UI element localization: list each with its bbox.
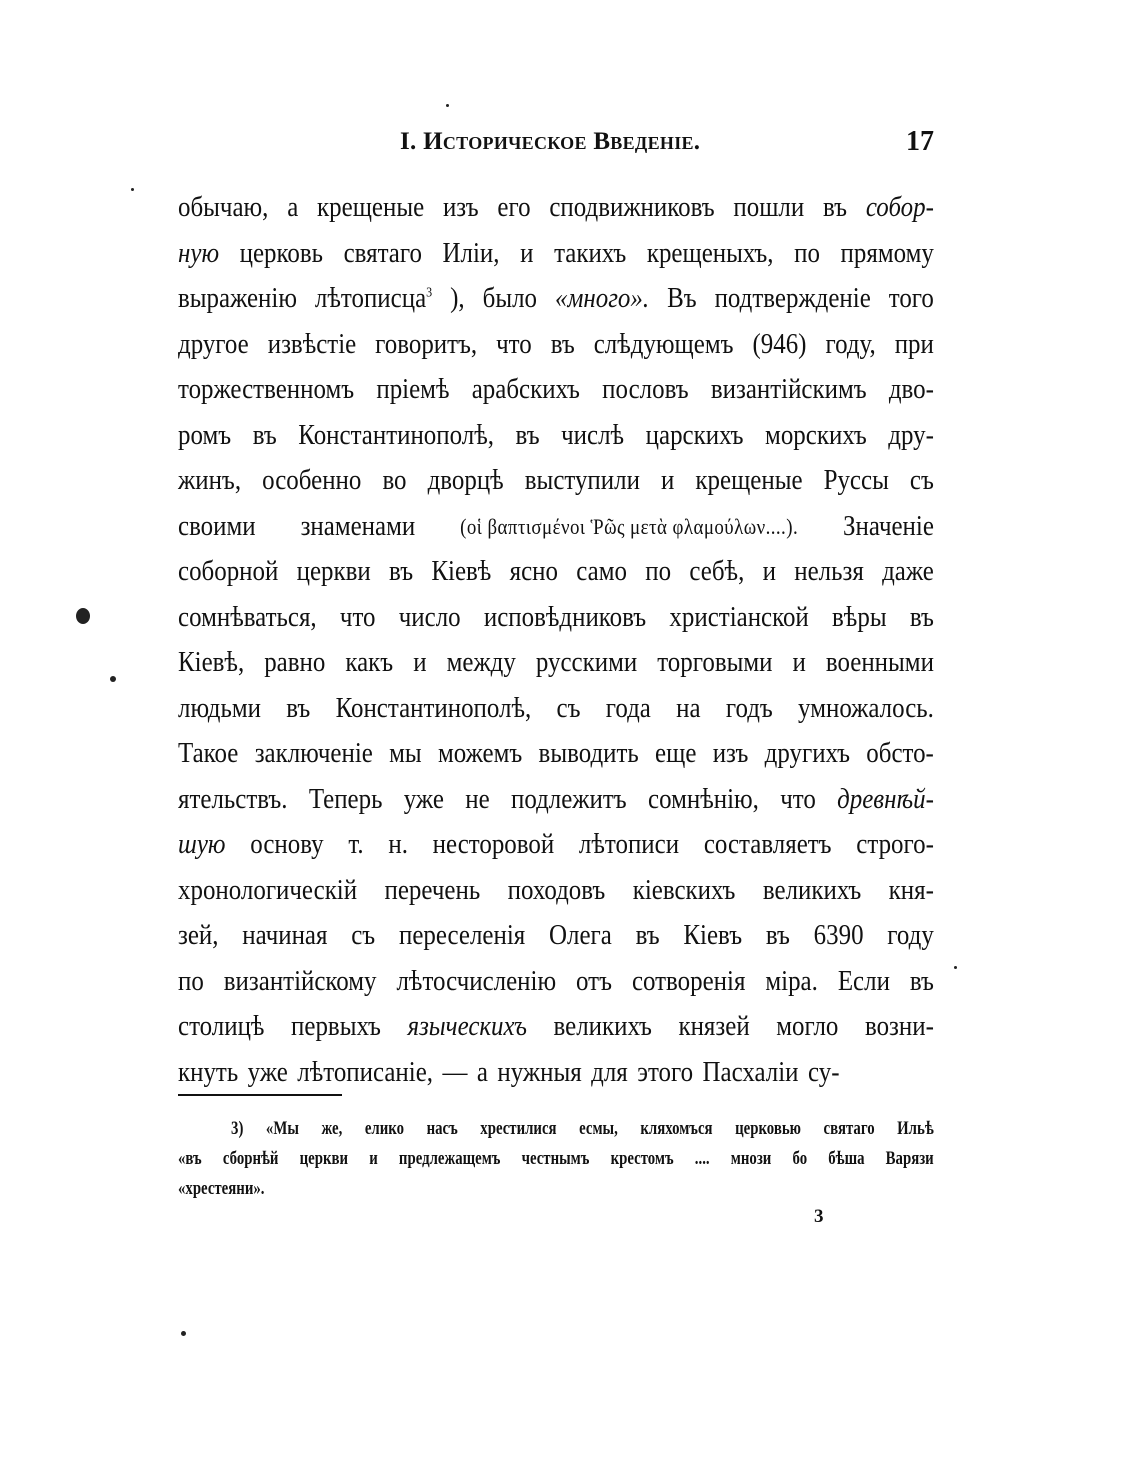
word: подлежитъ [510,782,627,815]
text-line [178,322,934,368]
word: ), [450,282,465,314]
word: Теперь [308,782,383,815]
word: дру- [888,418,934,451]
word: прямому [840,236,934,269]
word: пошли [733,191,805,223]
footnotes [178,1114,934,1204]
word: обычаю, [178,191,269,223]
running-head [176,128,936,168]
footnote-line [178,1144,934,1174]
word: (946) [752,327,807,360]
word: русскими [535,646,638,678]
word: году [887,919,934,951]
word: сподвижниковъ [549,191,715,223]
word: святаго [343,236,422,269]
word: слѣдующемъ [593,327,734,360]
italic-word: «много». [554,282,650,314]
word: исповѣдниковъ [483,600,647,633]
word: переселенія [398,919,526,951]
word: Иліи, [442,236,500,269]
word: особенно [262,464,362,496]
ink-speck [76,608,90,624]
italic-word: собор- [865,191,934,223]
text-line [178,822,934,868]
word: Если [837,964,890,997]
word: Ильѣ [897,1118,934,1139]
word: нельзя [794,555,864,587]
word: зей, [178,919,219,951]
word: знаменами [300,509,416,542]
italic-word: древнѣй- [837,782,934,815]
word: Константинополѣ, [335,691,532,724]
word: основу [250,828,324,860]
footnote-reference: 3 [426,285,433,301]
word: во [382,464,407,496]
word: т. [348,828,364,860]
word: міра. [765,964,818,997]
word: церкви [299,1148,349,1169]
word: — [442,1055,468,1088]
word-with-reference: лѣтописца$^3$ [314,282,433,314]
word: Въ [667,282,697,314]
word: выводить [538,737,639,769]
word: года [605,691,651,724]
word: на [676,691,701,724]
ink-speck [181,1331,186,1336]
word: Кіевъ [683,919,743,951]
word: уже [247,1055,288,1088]
text-line [178,686,934,732]
word: себѣ, [689,555,745,587]
word: сомнѣнію, [648,782,759,815]
word: перечень [384,873,481,906]
word: по [794,236,820,269]
word: су- [807,1055,840,1088]
text-line [178,1050,934,1096]
chapter-title: I. Историческое Введеніе. [400,128,701,155]
word: въ [635,919,660,951]
word: насъ [426,1118,458,1139]
word: крещеныхъ, [646,236,774,269]
word: какъ [345,646,394,678]
word: для [591,1055,628,1088]
word: число [398,600,461,633]
word: военными [825,646,934,678]
word: въ [550,327,575,360]
word: походовъ [507,873,606,906]
text-line [178,640,934,686]
text-line [178,777,934,823]
word: кіевскихъ [632,873,736,906]
word: другихъ [764,737,850,769]
word: крещеные [695,464,803,496]
word: есмы, [579,1118,618,1139]
word: было [482,282,538,314]
word: ясно [509,555,558,587]
word: въ [286,691,311,724]
word: 3) [231,1118,244,1139]
word: и [520,236,534,269]
word: въ [823,191,848,223]
word: сотворенія [631,964,746,997]
word: византійскимъ [710,373,867,405]
word: между [446,646,516,678]
word: и [660,464,675,496]
word: н. [388,828,408,860]
word: году, [825,327,876,360]
text-line [178,458,934,504]
word: сомнѣваться, [178,600,317,633]
word: великихъ [553,1010,652,1042]
word: выраженію [178,282,297,314]
word: христіанской [669,600,809,633]
text-line [178,868,934,914]
word: нужныя [497,1055,582,1088]
word: этого [637,1055,694,1088]
word: въ [389,555,414,587]
word: святаго [823,1118,875,1139]
word: .... [694,1148,710,1169]
word: по [178,964,204,997]
italic-word: языческихъ [407,1010,527,1042]
word: еще [655,737,697,769]
word: можемъ [437,737,523,769]
word: «въ [178,1148,202,1169]
word: а [287,191,299,223]
word: кня- [888,873,934,906]
word: пріемѣ [376,373,450,405]
word: столицѣ [178,1010,265,1042]
text-line [178,731,934,777]
ink-speck [954,966,957,969]
greek-quote: (οἱ βαπτισμένοι Ῥῶς μετὰ φλαμούλων....). [460,513,799,539]
text-line [178,276,934,322]
text-line [178,595,934,641]
word: царскихъ [645,418,744,451]
word: выступили [524,464,640,496]
word: морскихъ [765,418,867,451]
word: соборной [178,555,279,587]
word: церковь [239,236,324,269]
word: говоритъ, [375,327,478,360]
word: крестомъ [610,1148,674,1169]
word: возни- [864,1010,934,1042]
word: само [576,555,627,587]
word: людьми [178,691,262,724]
word: торговыми [657,646,773,678]
word: Пасхаліи [702,1055,799,1088]
word: годъ [725,691,773,724]
word: его [497,191,531,223]
main-text [178,185,934,1095]
word: а [476,1055,488,1088]
footnote-line [178,1174,934,1204]
signature-mark: 3 [814,1206,824,1227]
page-number: 17 [906,126,934,157]
word: хрестилися [480,1118,557,1139]
word: начиная [242,919,328,951]
italic-word: ную [178,236,220,269]
word: что [780,782,816,815]
word: мнози [730,1148,772,1169]
word: Константинополѣ, [298,418,494,451]
word: дворцѣ [427,464,504,496]
word: и [369,1148,378,1169]
word: Варязи [885,1148,934,1169]
ink-speck [446,104,449,107]
word: бо [792,1148,808,1169]
word: по [645,555,672,587]
word: даже [882,555,934,587]
word: лѣтосчисленію [396,964,557,997]
word: составляетъ [703,828,832,860]
word: строго- [856,828,934,860]
word: церковью [735,1118,802,1139]
word: другое [178,327,249,360]
word: числѣ [561,418,625,451]
word: лѣтописи [578,828,680,860]
word: первыхъ [291,1010,381,1042]
text-line [178,367,934,413]
word: съ [556,691,581,724]
word: такихъ [554,236,627,269]
word: отъ [576,964,612,997]
word: вѣры [832,600,887,633]
word: бѣша [828,1148,865,1169]
footnote-line [178,1114,934,1144]
text-line [178,959,934,1005]
word: при [894,327,934,360]
word: арабскихъ [471,373,580,405]
word: уже [403,782,444,815]
word: ромъ [178,418,232,451]
ink-speck [110,676,116,682]
word: Такое [178,737,239,769]
word: Кіевѣ, [178,646,245,678]
word: что [339,600,376,633]
word: въ [515,418,540,451]
text-line [178,231,934,277]
word: несторовой [432,828,555,860]
word: елико [364,1118,405,1139]
text-line [178,413,934,459]
word: не [465,782,490,815]
word: своими [178,509,256,542]
word: заключеніе [254,737,373,769]
text-line [178,549,934,595]
word: въ [909,964,934,997]
word: кнуть [178,1055,239,1088]
word: великихъ [762,873,862,906]
word: сборнѣй [222,1148,279,1169]
word: «Мы [265,1118,299,1139]
word: же, [321,1118,343,1139]
word: съ [351,919,376,951]
word: изъ [712,737,749,769]
word: Руссы [823,464,889,496]
word: хронологическій [178,873,358,906]
ink-speck [131,188,134,191]
word: Значеніе [843,509,934,542]
word: предлежащемъ [398,1148,501,1169]
word: «хрестеяни». [178,1178,265,1199]
word: и [413,646,427,678]
word: церкви [296,555,371,587]
word: Олега [549,919,612,951]
word: лѣтописаніе, [297,1055,434,1088]
word: въ [765,919,790,951]
word: ятельствъ. [178,782,288,815]
text-line [178,1004,934,1050]
word: могло [776,1010,839,1042]
word: обсто- [866,737,934,769]
word: и [792,646,806,678]
word: мы [389,737,422,769]
word: византійскому [223,964,377,997]
word: въ [909,600,934,633]
word: умножалось. [798,691,934,724]
word: равно [264,646,326,678]
text-line [178,913,934,959]
word: 6390 [813,919,864,951]
word: изъ [442,191,479,223]
italic-word: шую [178,828,226,860]
word: извѣстіе [267,327,357,360]
word: кляхомъся [640,1118,713,1139]
text-line [178,504,934,550]
word: честнымъ [521,1148,590,1169]
word: того [888,282,934,314]
word: крещеные [317,191,425,223]
word: съ [909,464,934,496]
word: что [496,327,532,360]
word: и [762,555,776,587]
word: князей [678,1010,750,1042]
text-line [178,185,934,231]
word: торжественномъ [178,373,355,405]
word: пословъ [602,373,689,405]
word: жинъ, [178,464,242,496]
footnote-rule [178,1094,342,1096]
word: подтвержденіе [714,282,871,314]
word: въ [252,418,277,451]
word: дво- [888,373,934,405]
word: Кіевѣ [431,555,492,587]
